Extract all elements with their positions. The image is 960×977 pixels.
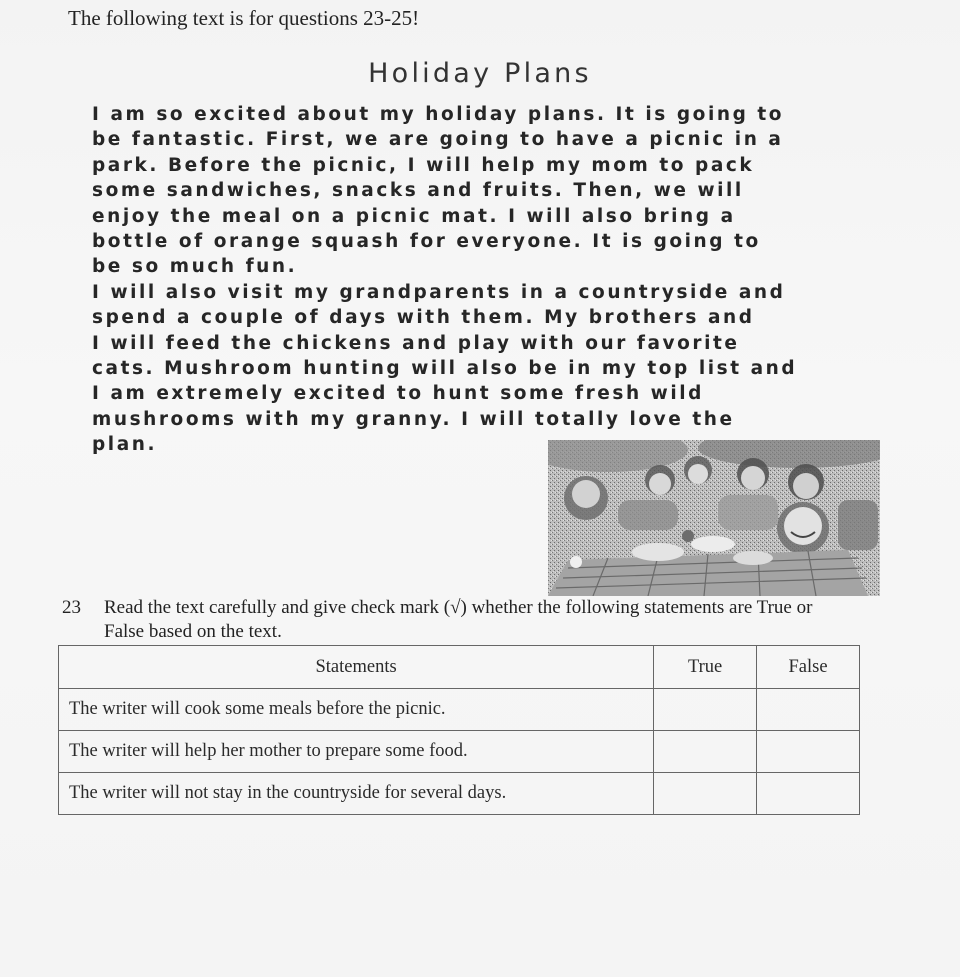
- statement-cell: The writer will cook some meals before the picnic.: [59, 689, 654, 731]
- true-check-cell[interactable]: [654, 689, 757, 731]
- picnic-family-illustration: [548, 440, 880, 596]
- story-line: enjoy the meal on a picnic mat. I will also bring a: [92, 205, 736, 227]
- true-false-table: [58, 645, 860, 815]
- story-text: [92, 102, 922, 457]
- story-line: I am so excited about my holiday plans. It is going to: [92, 104, 785, 125]
- false-check-cell[interactable]: [757, 731, 860, 773]
- statement-cell: The writer will help her mother to prepare some food.: [59, 731, 654, 773]
- story-line: some sandwiches, snacks and fruits. Then, we will: [92, 180, 744, 202]
- story-line: park. Before the picnic, I will help my mom to pack: [92, 154, 755, 176]
- story-line: cats. Mushroom hunting will also be in my top list and: [92, 357, 798, 379]
- false-check-cell[interactable]: [757, 773, 860, 815]
- story-line: be fantastic. First, we are going to have a picnic in a: [92, 129, 784, 151]
- header-false: False: [757, 646, 860, 689]
- header-true: True: [654, 646, 757, 689]
- false-check-cell[interactable]: [757, 689, 860, 731]
- story-line: spend a couple of days with them. My brothers and: [92, 307, 755, 329]
- question-text-line2: False based on the text.: [104, 621, 282, 642]
- story-line: I will also visit my grandparents in a countryside and: [92, 281, 786, 303]
- question-23: [62, 596, 952, 644]
- table-row: [59, 773, 860, 815]
- story-title: Holiday Plans: [368, 58, 592, 89]
- section-intro: The following text is for questions 23-25!: [68, 6, 420, 30]
- story-line: I will feed the chickens and play with our favorite: [92, 332, 740, 354]
- question-text-line1: Read the text carefully and give check mark (√) whether the following statements are True or: [104, 597, 813, 618]
- question-number: 23: [62, 597, 81, 618]
- table-row: [59, 689, 860, 731]
- story-line: bottle of orange squash for everyone. It is going to: [92, 230, 761, 252]
- story-line: be so much fun.: [92, 256, 298, 278]
- table-row: [59, 731, 860, 773]
- picnic-illustration-svg: [548, 440, 880, 596]
- table-header-row: [59, 646, 860, 689]
- header-statements: Statements: [59, 646, 654, 689]
- true-check-cell[interactable]: [654, 773, 757, 815]
- story-line: plan.: [92, 434, 158, 456]
- true-check-cell[interactable]: [654, 731, 757, 773]
- story-line: I am extremely excited to hunt some fresh wild: [92, 383, 704, 405]
- story-line: mushrooms with my granny. I will totally love the: [92, 408, 735, 430]
- statement-cell: The writer will not stay in the countryside for several days.: [59, 773, 654, 815]
